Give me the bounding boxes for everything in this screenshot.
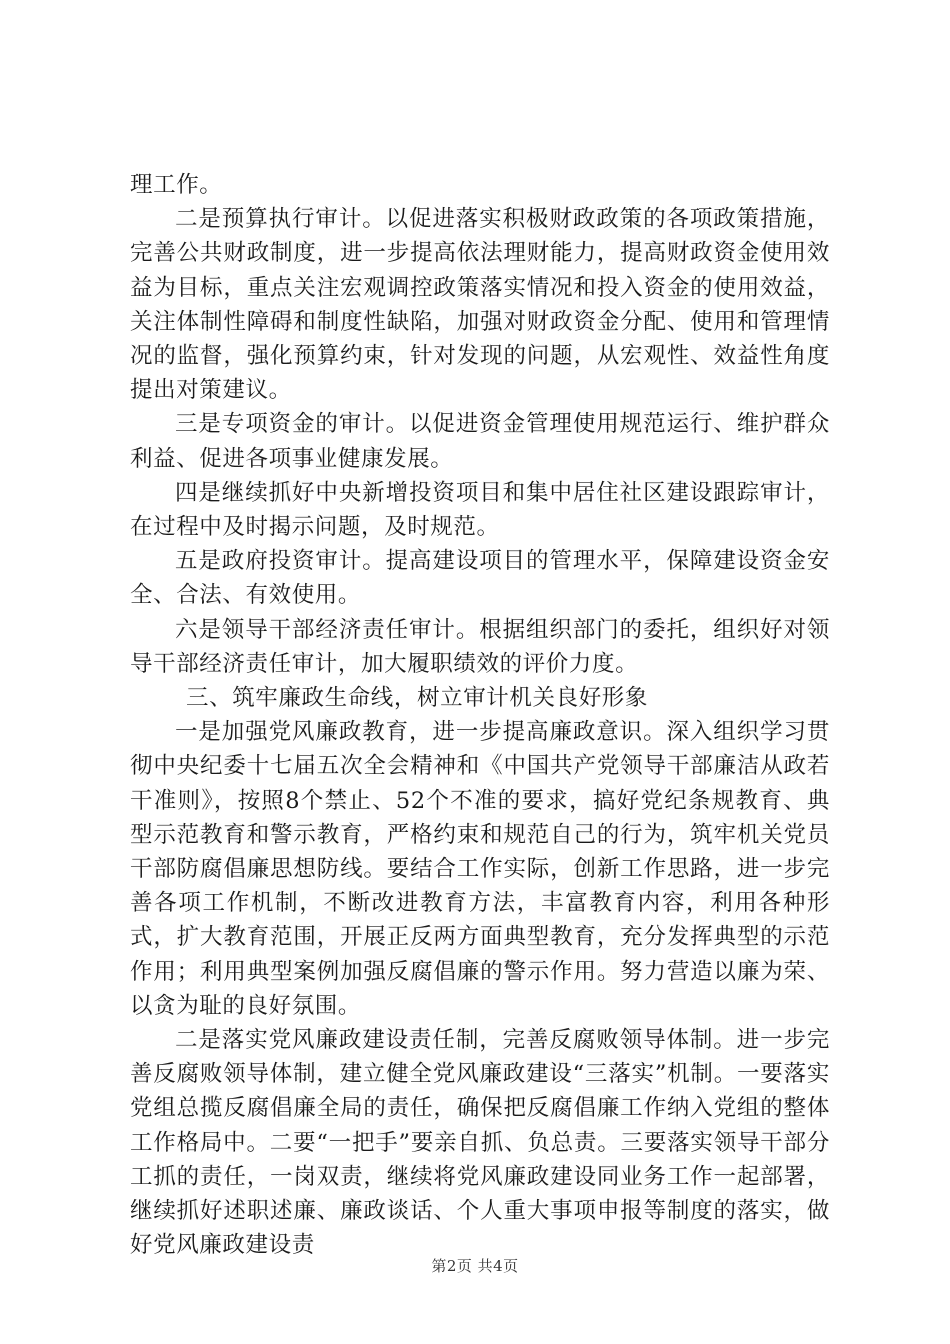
paragraph-government-investment-audit: 五是政府投资审计。提高建设项目的管理水平，保障建设资金安全、合法、有效使用。 [130, 548, 830, 609]
paragraph-economic-responsibility-audit: 六是领导干部经济责任审计。根据组织部门的委托，组织好对领导干部经济责任审计，加大履职绩效的评价力度。 [130, 616, 830, 677]
paragraph-integrity-education: 一是加强党风廉政教育，进一步提高廉政意识。深入组织学习贯彻中央纪委十七届五次全会精神和《中国共产党领导干部廉洁从政若干准则》，按照8个禁止、52个不准的要求，搞好党纪条规教育、典型示范教育和警示教育，严格约束和规范自己的行为，筑牢机关党员干部防腐倡廉思想防线。要结合工作实际，创新工作思路，进一步完善各项工作机制，不断改进教育方法，丰富教育内容，利用各种形式，扩大教育范围，开展正反两方面典型教育，充分发挥典型的示范作用；利用典型案例加强反腐倡廉的警示作用。努力营造以廉为荣、以贪为耻的良好氛围。 [130, 719, 830, 1019]
paragraph-responsibility-system: 二是落实党风廉政建设责任制，完善反腐败领导体制。进一步完善反腐败领导体制，建立健全党风廉政建设“三落实”机制。一要落实党组总揽反腐倡廉全局的责任，确保把反腐倡廉工作纳入党组的整体工作格局中。二要“一把手”要亲自抓、负总责。三要落实领导干部分工抓的责任，一岗双责，继续将党风廉政建设同业务工作一起部署，继续抓好述职述廉、廉政谈话、个人重大事项申报等制度的落实，做好党风廉政建设责 [130, 1027, 830, 1259]
document-body [130, 168, 830, 1263]
page-number-footer: 第2页 共4页 [431, 1257, 519, 1275]
paragraph-budget-audit: 二是预算执行审计。以促进落实积极财政政策的各项政策措施，完善公共财政制度，进一步提高依法理财能力，提高财政资金使用效益为目标，重点关注宏观调控政策落实情况和投入资金的使用效益，关注体制性障碍和制度性缺陷，加强对财政资金分配、使用和管理情况的监督，强化预算约束，针对发现的问题，从宏观性、效益性角度提出对策建议。 [130, 206, 830, 404]
section-heading: 三、筑牢廉政生命线，树立审计机关良好形象 [186, 685, 649, 712]
paragraph-special-funds-audit: 三是专项资金的审计。以促进资金管理使用规范运行、维护群众利益、促进各项事业健康发展。 [130, 411, 830, 472]
paragraph-continuation: 理工作。 [130, 172, 223, 198]
paragraph-investment-tracking-audit: 四是继续抓好中央新增投资项目和集中居住社区建设跟踪审计，在过程中及时揭示问题，及时规范。 [130, 479, 830, 541]
